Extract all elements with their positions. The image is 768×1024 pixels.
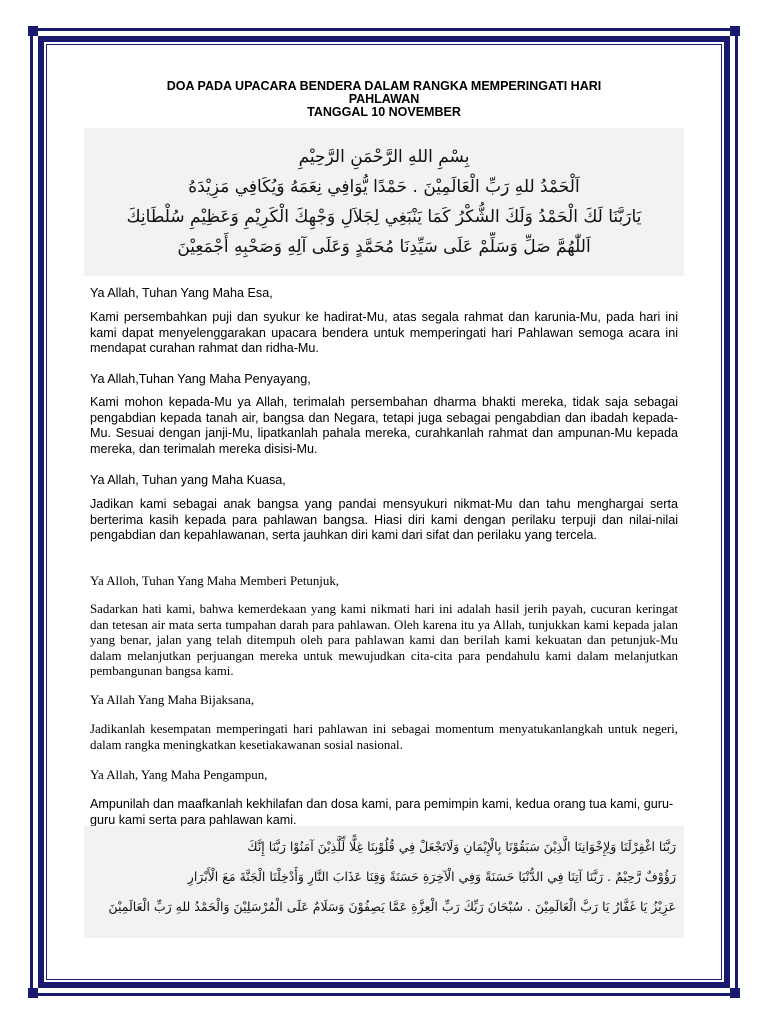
title-line: TANGGAL 10 NOVEMBER: [307, 105, 461, 119]
corner-ornament: [28, 988, 38, 998]
arabic-line: اَللّٰهُمَّ صَلِّ وَسَلِّمْ عَلَى سَيِّدِنَا مُحَمَّدٍ وَعَلَى آلِهِ وَصَحْبِهِ أَجْمَعِيْنَ: [177, 237, 591, 257]
title-line: PAHLAWAN: [348, 92, 420, 106]
corner-ornament: [28, 26, 38, 36]
prayer-heading: Ya Allah, Tuhan yang Maha Kuasa,: [90, 473, 286, 487]
prayer-paragraph: Kami mohon kepada-Mu ya Allah, terimalah persembahan dharma bhakti mereka, tidak saja sebagai pengabdian kepada tanah air, bangsa dan Negara, tetapi juga sebagai pengabdian dan ibadah kepada-Mu. Sesuai dengan janji-Mu, lipatkanlah pahala mereka, curahkanlah rahmat dan ampunan-Mu kepada mereka, dan terimalah mereka disisi-Mu.: [90, 395, 678, 456]
prayer-heading: Ya Allah, Yang Maha Pengampun,: [90, 768, 268, 782]
title-line: DOA PADA UPACARA BENDERA DALAM RANGKA MEMPERINGATI HARI: [166, 79, 602, 93]
arabic-opening-prayer: [84, 128, 684, 276]
arabic-closing-prayer: [84, 826, 684, 938]
prayer-paragraph: Jadikan kami sebagai anak bangsa yang pandai mensyukuri nikmat-Mu dan tahu menghargai serta berterima kasih kepada para pahlawan bangsa. Hiasi diri kami dengan perilaku terpuji dan nilai-nilai pengabdian dan kepahlawanan, serta jauhkan diri kami dari sifat dan perilaku yang tercela.: [90, 497, 678, 542]
arabic-line: اَلْحَمْدُ للهِ رَبِّ الْعَالَمِيْنَ . حَمْدًا يُّوَافِي نِعَمَهُ وَيُكَافِي مَزِيْدَهُ: [188, 177, 580, 197]
arabic-line: عَزِيْزُ يَا غَفَّارُ يَا رَبَّ الْعَالَمِيْنَ . سُبْحَانَ رَبِّكَ رَبِّ الْعِزَّةِ عَمَّا يَصِفُوْنَ وَسَلَامٌ عَلَى الْمُرْسَلِيْنَ وَالْحَمْدُ للهِ رَبِّ الْعَالَمِيْنَ: [108, 899, 676, 914]
arabic-line: بِسْمِ اللهِ الرَّحْمَنِ الرَّحِيْمِ: [298, 147, 470, 167]
prayer-heading: Ya Allah, Tuhan Yang Maha Esa,: [90, 286, 273, 300]
corner-ornament: [730, 26, 740, 36]
arabic-line: رَبَّنَا اغْفِرْلَنَا وَلِإِخْوَانِنَا الَّذِيْنَ سَبَقُوْنَا بِالْإِيْمَانِ وَلَاتَجْعَلْ فِي قُلُوْبِنَا غِلًّا لِّلَّذِيْنَ آمَنُوْا رَبَّنَا إِنَّكَ: [247, 839, 676, 854]
prayer-heading: Ya Allah,Tuhan Yang Maha Penyayang,: [90, 372, 311, 386]
prayer-paragraph: Ampunilah dan maafkanlah kekhilafan dan dosa kami, para pemimpin kami, kedua orang tua kami, guru-guru kami serta para pahlawan kami.: [90, 797, 674, 827]
arabic-line: يَارَبَّنَا لَكَ الْحَمْدُ وَلَكَ الشُّكْرُ كَمَا يَنْبَغِي لِجَلاَلِ وَجْهِكَ الْكَرِيْمِ وَعَظِيْمِ سُلْطَانِكَ: [126, 207, 642, 227]
prayer-paragraph: Kami persembahkan puji dan syukur ke hadirat-Mu, atas segala rahmat dan karunia-Mu, pada hari ini kami dapat menyelenggarakan upacara bendera untuk memperingati hari Pahlawan semoga acara ini mendapat curahan rahmat dan ridha-Mu.: [90, 310, 678, 355]
document-title: [90, 80, 678, 119]
prayer-heading: Ya Alloh, Tuhan Yang Maha Memberi Petunjuk,: [90, 574, 340, 588]
prayer-heading: Ya Allah Yang Maha Bijaksana,: [90, 693, 255, 707]
corner-ornament: [730, 988, 740, 998]
prayer-paragraph: Jadikanlah kesempatan memperingati hari pahlawan ini sebagai momentum menyatukanlangkah untuk negeri, dalam rangka meningkatkan kesetiakawanan sosial nasional.: [90, 722, 678, 752]
arabic-line: رَؤُوْفٌ رَّحِيْمٌ . رَبَّنَا آتِنَا فِي الدُّنْيَا حَسَنَةً وَفِي الْآخِرَةِ حَسَنَةً وَقِنَا عَذَابَ النَّارِ وَأَدْخِلْنَا الْجَنَّةَ مَعَ الْأَبْرَارِ: [187, 869, 676, 884]
prayer-paragraph: Sadarkan hati kami, bahwa kemerdekaan yang kami nikmati hari ini adalah hasil jerih payah, cucuran keringat dan tetesan air mata serta tumpahan darah para pahlawan. Oleh karena itu ya Allah, tunjukkan kami kepada jalan yang benar, jalan yang telah ditempuh oleh para pahlawan kami dan berilah kami kekuatan dan petunjuk-Mu dalam melanjutkan perjuangan mereka untuk mewujudkan cita-cita para pendahulu kami dalam melanjutkan pembangunan bangsa kami.: [90, 602, 678, 678]
